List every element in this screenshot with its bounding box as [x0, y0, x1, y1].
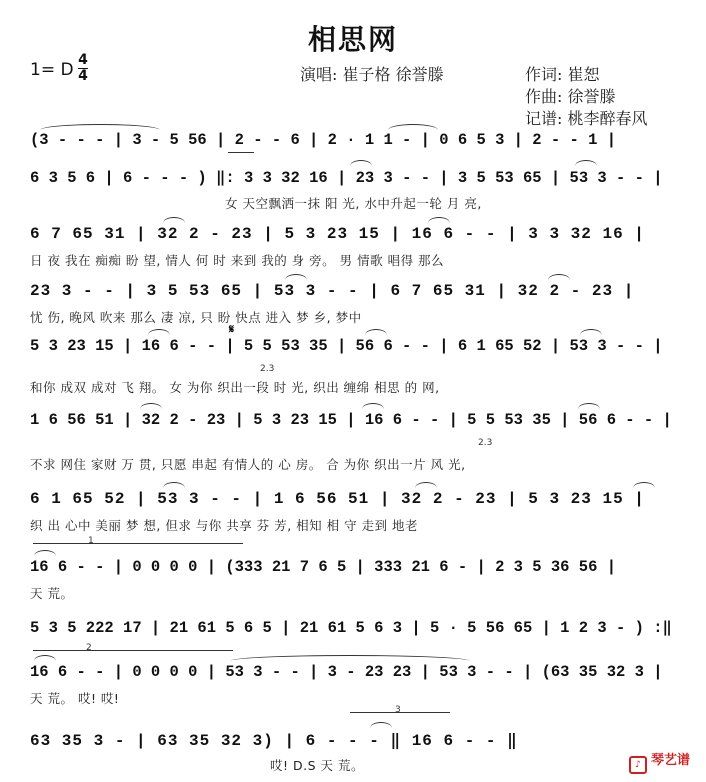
slur-mark: [285, 274, 307, 280]
composer-credit: 作曲: 徐誉滕: [525, 87, 616, 106]
second-ending-bracket: [33, 650, 233, 651]
meter-top: 4: [78, 52, 88, 68]
first-ending-bracket: [33, 543, 243, 544]
segno-sign: 𝄋: [229, 322, 235, 336]
transcriber-credit: 记谱: 桃李醉春风: [525, 109, 648, 128]
site-logo: [629, 749, 690, 774]
time-signature: [78, 54, 88, 83]
score-line-notes: 16 6 - - | 0 0 0 0 | (333 21 7 6 5 | 333 21 6 - | 2 3 5 36 56 |: [30, 558, 616, 576]
slur-mark: [140, 403, 162, 409]
slur-mark: [365, 329, 387, 335]
underline-beam: [228, 152, 254, 153]
slur-mark: [578, 403, 600, 409]
slur-mark: [580, 329, 602, 335]
score-line-notes: 6 3 5 6 | 6 - - - ) ‖: 3 3 32 16 | 23 3 - - | 3 5 53 65 | 53 3 - - |: [30, 169, 663, 187]
score-line-notes: 6 1 65 52 | 53 3 - - | 1 6 56 51 | 32 2 - 23 | 5 3 23 15 |: [30, 490, 645, 508]
slur-mark: [415, 482, 437, 488]
slur-mark: [230, 655, 470, 661]
score-line-lyrics: 忧 伤, 晚风 吹来 那么 凄 凉, 只 盼 快点 进入 梦 乡, 梦中: [30, 310, 362, 325]
meter-bottom: 4: [78, 68, 88, 84]
score-line-lyrics: 织 出 心中 美丽 梦 想, 但求 与你 共享 芬 芳, 相知 相 守 走到 地老: [30, 518, 419, 533]
key-signature: 1= D: [30, 60, 74, 80]
third-ending-number: 3: [395, 705, 401, 715]
slur-mark: [163, 217, 185, 223]
score-line-notes: 23 3 - - | 3 5 53 65 | 53 3 - - | 6 7 65 31 | 32 2 - 23 |: [30, 282, 635, 300]
slur-mark: [40, 124, 160, 130]
slur-mark: [428, 217, 450, 223]
slur-mark: [362, 403, 384, 409]
score-line-lyrics: 和你 成双 成对 飞 翔。 女 为你 织出一段 时 光, 织出 缠绵 相思 的 网,: [30, 380, 440, 395]
score-line-notes: 5 3 23 15 | 16 6 - - | 5 5 53 35 | 56 6 - - | 6 1 65 52 | 53 3 - - |: [30, 337, 663, 355]
score-line-lyrics: 不求 网住 家财 万 贯, 只愿 串起 有情人的 心 房。 合 为你 织出一片 风 光,: [30, 457, 466, 472]
grace-note-annotation: 2.3: [478, 438, 493, 448]
score-line-lyrics: 哎! D.S 天 荒。: [270, 758, 364, 773]
second-ending-number: 2: [86, 643, 92, 653]
lyricist-credit: 作词: 崔恕: [525, 65, 600, 84]
grace-note-annotation: 2.3: [260, 364, 275, 374]
score-line-notes: (3 - - - | 3 - 5 56 | 2 - - 6 | 2 · 1 1 - | 0 6 5 3 | 2 - - 1 |: [30, 131, 616, 149]
slur-mark: [575, 160, 597, 166]
score-line-lyrics: 日 夜 我在 痴痴 盼 望, 情人 何 时 来到 我的 身 旁。 男 情歌 唱得 那么: [30, 253, 445, 268]
slur-mark: [163, 482, 185, 488]
score-line-notes: 16 6 - - | 0 0 0 0 | 53 3 - - | 3 - 23 23 | 53 3 - - | (63 35 32 3 |: [30, 663, 663, 681]
logo-icon: ♪: [629, 756, 647, 774]
score-line-lyrics: 女 天空飘洒一抹 阳 光, 水中升起一轮 月 亮,: [225, 196, 482, 211]
slur-mark: [370, 722, 392, 728]
score-line-notes: 5 3 5 222 17 | 21 61 5 6 5 | 21 61 5 6 3 | 5 · 5 56 65 | 1 2 3 - ) :‖: [30, 619, 672, 637]
logo-text: 琴艺谱: [650, 753, 690, 768]
singers-credit: 演唱: 崔子格 徐誉滕: [300, 65, 444, 84]
slur-mark: [350, 160, 372, 166]
score-line-lyrics: 天 荒。: [30, 586, 74, 601]
slur-mark: [633, 482, 655, 488]
score-line-notes: 63 35 3 - | 63 35 32 3) | 6 - - - ‖ 16 6 - - ‖: [30, 732, 518, 750]
slur-mark: [388, 124, 438, 130]
song-title: 相思网: [307, 23, 398, 56]
score-line-notes: 1 6 56 51 | 32 2 - 23 | 5 3 23 15 | 16 6 - - | 5 5 53 35 | 56 6 - - |: [30, 411, 672, 429]
slur-mark: [548, 274, 570, 280]
slur-mark: [34, 550, 56, 556]
slur-mark: [148, 329, 170, 335]
score-line-notes: 6 7 65 31 | 32 2 - 23 | 5 3 23 15 | 16 6 - - | 3 3 32 16 |: [30, 225, 645, 243]
first-ending-number: 1: [88, 536, 94, 546]
slur-mark: [34, 655, 56, 661]
score-line-lyrics: 天 荒。 哎! 哎!: [30, 691, 120, 706]
